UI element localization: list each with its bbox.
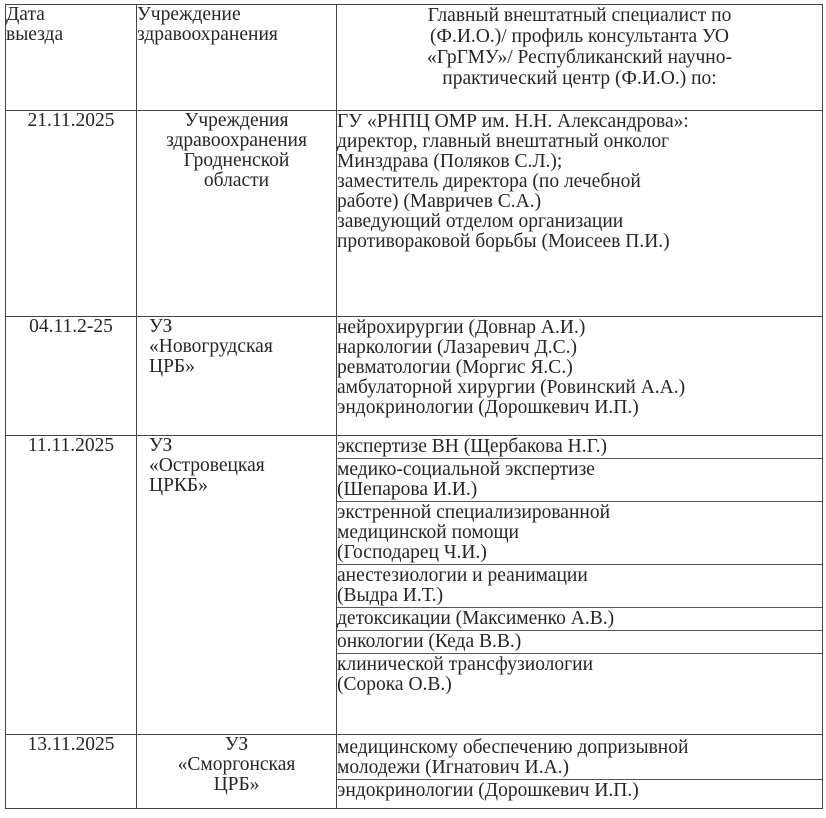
specialist-cell bbox=[337, 111, 823, 317]
specialist-cell bbox=[337, 436, 823, 735]
specialist-line: клинической трансфузиологии bbox=[337, 654, 594, 675]
specialist-line: анестезиологии и реанимации bbox=[337, 565, 588, 586]
header-date-line: выезда bbox=[6, 24, 64, 45]
institution-line: ЦРБ» bbox=[149, 356, 195, 377]
header-date-line: Дата bbox=[6, 4, 45, 25]
institution-line: Гродненской bbox=[183, 150, 290, 171]
specialist-entry bbox=[337, 317, 822, 419]
specialist-line: (Сорока О.В.) bbox=[337, 674, 452, 695]
specialist-entry bbox=[337, 780, 822, 802]
specialist-line: ревматологии (Моргис Я.С.) bbox=[337, 357, 573, 378]
institution-line: ЦРБ» bbox=[213, 774, 260, 795]
institution-line: «Сморгонская bbox=[177, 754, 296, 775]
specialist-line: заместитель директора (по лечебной bbox=[337, 171, 641, 192]
institution-cell bbox=[137, 735, 337, 809]
specialist-line: Минздрава (Поляков С.Л.); bbox=[337, 151, 563, 172]
specialist-line: детоксикации (Максименко А.В.) bbox=[337, 608, 615, 629]
institution-line: Учреждения bbox=[184, 110, 289, 131]
specialist-line: работе) (Мавричев С.А.) bbox=[337, 191, 542, 212]
specialist-entry bbox=[337, 737, 822, 780]
header-specialist-line: (Ф.И.О.)/ профиль консультанта УО bbox=[430, 26, 729, 47]
header-specialist bbox=[337, 5, 823, 111]
specialist-entry bbox=[337, 565, 822, 608]
specialist-line: молодежи (Игнатович И.А.) bbox=[337, 757, 570, 778]
table-row bbox=[6, 436, 823, 735]
specialist-line: (Выдра И.Т.) bbox=[337, 585, 444, 606]
specialist-line: эндокринологии (Дорошкевич И.П.) bbox=[337, 780, 639, 801]
specialist-entry bbox=[337, 608, 822, 631]
header-institution-line: Учреждение bbox=[137, 4, 241, 25]
institution-line: области bbox=[203, 170, 270, 191]
specialist-entry bbox=[337, 459, 822, 502]
specialist-line: наркологии (Лазаревич Д.С.) bbox=[337, 337, 578, 358]
institution-line: ЦРКБ» bbox=[149, 475, 208, 496]
trip-date: 21.11.2025 bbox=[6, 111, 137, 317]
trip-date: 04.11.2-25 bbox=[6, 317, 137, 436]
header-specialist-line: Главный внештатный специалист по bbox=[427, 5, 732, 26]
specialist-entry bbox=[337, 436, 822, 459]
institution-line: «Новогрудская bbox=[149, 336, 273, 357]
specialist-line: противораковой борьбы (Моисеев П.И.) bbox=[337, 231, 670, 252]
table-row bbox=[6, 111, 823, 317]
specialist-line: (Господарец Ч.И.) bbox=[337, 542, 487, 563]
institution-line: здравоохранения bbox=[166, 130, 307, 151]
header-institution-line: здравоохранения bbox=[137, 24, 278, 45]
specialist-line: нейрохирургии (Довнар А.И.) bbox=[337, 317, 586, 338]
specialist-line: экстренной специализированной bbox=[337, 502, 611, 523]
trip-date: 11.11.2025 bbox=[6, 436, 137, 735]
specialist-line: медицинскому обеспечению допризывной bbox=[337, 737, 689, 758]
header-specialist-line: «ГрГМУ»/ Республиканский научно- bbox=[427, 47, 732, 68]
specialist-entry bbox=[337, 631, 822, 654]
institution-line: УЗ bbox=[224, 734, 249, 755]
specialist-line: директор, главный внештатный онколог bbox=[337, 131, 670, 152]
header-row bbox=[6, 5, 823, 111]
specialist-line: амбулаторной хирургии (Ровинский А.А.) bbox=[337, 377, 686, 398]
specialist-line: эндокринологии (Дорошкевич И.П.) bbox=[337, 397, 639, 418]
specialist-entry bbox=[337, 111, 822, 253]
institution-cell bbox=[137, 111, 337, 317]
specialist-entry bbox=[337, 654, 822, 696]
specialist-line: заведующий отделом организации bbox=[337, 211, 624, 232]
table-row bbox=[6, 735, 823, 809]
specialist-cell bbox=[337, 317, 823, 436]
header-institution bbox=[137, 5, 337, 111]
specialist-line: медико-социальной экспертизе bbox=[337, 459, 595, 480]
institution-cell bbox=[137, 436, 337, 735]
specialist-line: медицинской помощи bbox=[337, 522, 519, 543]
specialist-line: экспертизе ВН (Щербакова Н.Г.) bbox=[337, 436, 608, 457]
specialist-line: ГУ «РНПЦ ОМР им. Н.Н. Александрова»: bbox=[337, 111, 689, 132]
institution-line: «Островецкая bbox=[149, 455, 265, 476]
institution-line: УЗ bbox=[149, 316, 173, 337]
institution-cell bbox=[137, 317, 337, 436]
specialist-line: онкологии (Кеда В.В.) bbox=[337, 631, 522, 652]
trip-date: 13.11.2025 bbox=[6, 735, 137, 809]
institution-line: УЗ bbox=[149, 435, 173, 456]
header-date bbox=[6, 5, 137, 111]
specialist-entry bbox=[337, 502, 822, 565]
specialist-line: (Шепарова И.И.) bbox=[337, 479, 478, 500]
specialist-cell bbox=[337, 735, 823, 809]
table-row bbox=[6, 317, 823, 436]
header-specialist-line: практический центр (Ф.И.О.) по: bbox=[442, 68, 717, 89]
schedule-table bbox=[5, 4, 823, 809]
